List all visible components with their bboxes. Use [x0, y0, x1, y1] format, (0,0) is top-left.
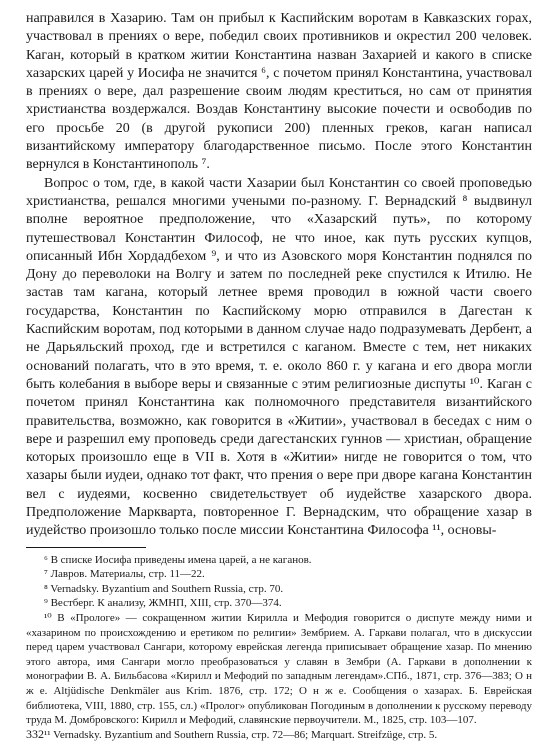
footnote-11: ¹¹ Vernadsky. Byzantium and Southern Russia, стр. 72—86; Marquart. Streifzüge, стр. 5.	[44, 728, 438, 741]
footnotes	[26, 553, 532, 743]
footnote-7: ⁷ Лавров. Материалы, стр. 11—22.	[44, 568, 205, 581]
footnote-9: ⁹ Вестберг. К анализу, ЖМНП, XIII, стр. 370—374.	[44, 597, 282, 610]
book-page	[26, 10, 532, 742]
footnote-6: ⁶ В списке Иосифа приведены имена царей, а не каганов.	[44, 553, 312, 566]
footnote-10: ¹⁰ В «Прологе» — сокращенном житии Кирилла и Мефодия говорится о диспуте между ними и «хазарином по происхождению и еретиком по религии» Зембрием. А. Гаркави полагал, что в дискуссии перед царем участвовал Сангари, которому еврейская легенда приписывает обращение хазар. По мнению этого автора, имя Сангари могло преобразоваться у славян в Зембри (А. Гаркави в дополнении к монографии В. А. Бильбасова «Кирилл и Мефодий по западным легендам».СПб., 1871, стр. 376—383; О н ж е. Altjüdische Denkmäler aus Krim. 1876, стр. 172; О н ж е. Сообщения о хазарах. Б. Еврейская библиотека, VIII, 1880, стр. 155, сл.) «Пролог» опубликован Погодиным в дополнении к русскому переводу труда М. Домбровского: Кирилл и Мефодий, славянские первоучители. М., 1825, стр. 103—107.	[26, 611, 532, 727]
main-text	[26, 10, 532, 541]
footnote-separator	[26, 547, 146, 548]
footnote-8: ⁸ Vernadsky. Byzantium and Southern Russia, стр. 70.	[44, 582, 284, 595]
paragraph-1: направился в Хазарию. Там он прибыл к Каспийским воротам в Кавказских горах, участвовал в прениях о вере, победил своих противников и окрестил 200 человек. Каган, который в кратком житии Константина назван Захарией и какого в списке хазарских царей у Иосифа не значится ⁶, с почетом принял Константина, участвовал в прениях о вере, дал разрешение своим людям креститься, но сам от принятия христианства воздержался. Воздав Константину высокие почести и освободив по его просьбе 20 (в другой рукописи 200) пленных греков, каган написал византийскому императору благодарственное письмо. После этого Константин вернулся в Константинополь ⁷.	[26, 11, 532, 173]
page-number: 332	[26, 727, 44, 741]
paragraph-2: Вопрос о том, где, в какой части Хазарии был Константин со своей проповедью христианства, решался многими учеными по-разному. Г. Вернадский ⁸ выдвинул вполне вероятное предположение, что «Хазарский путь», по которому путешествовал Константин Философ, не что иное, как путь русских купцов, описанный Ибн Хордадбехом ⁹, и что из Азовского моря Константин поднялся по Дону до переволоки на Волгу и затем по последней реке спустился к Итилю. Не застав там кагана, который летнее время проводил в южной части своего государства, Константин по Каспийскому морю отправился в Дагестан к Каспийским воротам, под которыми в данном случае надо подразумевать Дербент, а не Дарьяльский проход, где и встретился с каганом. Вместе с тем, нет никаких оснований полагать, что в это время, т. е. около 860 г. у кагана и его двора могли быть колебания в выборе веры и связанные с этим религиозные диспуты ¹⁰. Каган с почетом принял Константина как полномочного представителя византийского правительства, возможно, как говорится в «Житии», участвовал в беседах с ним о вере и разрешил ему проповедь среди дагестанских гуннов — христиан, обращение которых произошло еще в VII в. Хотя в «Житии» нигде не говорится о том, что хазары были иудеи, однако тот факт, что прения о вере при дворе кагана Константин вел с иудеями, косвенно свидетельствует об иудействе хазарского двора. Предположение Маркварта, повторенное Г. Вернадским, что обращение хазар в иудейство произошло только после миссии Константина Философа ¹¹, основы-	[26, 175, 532, 539]
